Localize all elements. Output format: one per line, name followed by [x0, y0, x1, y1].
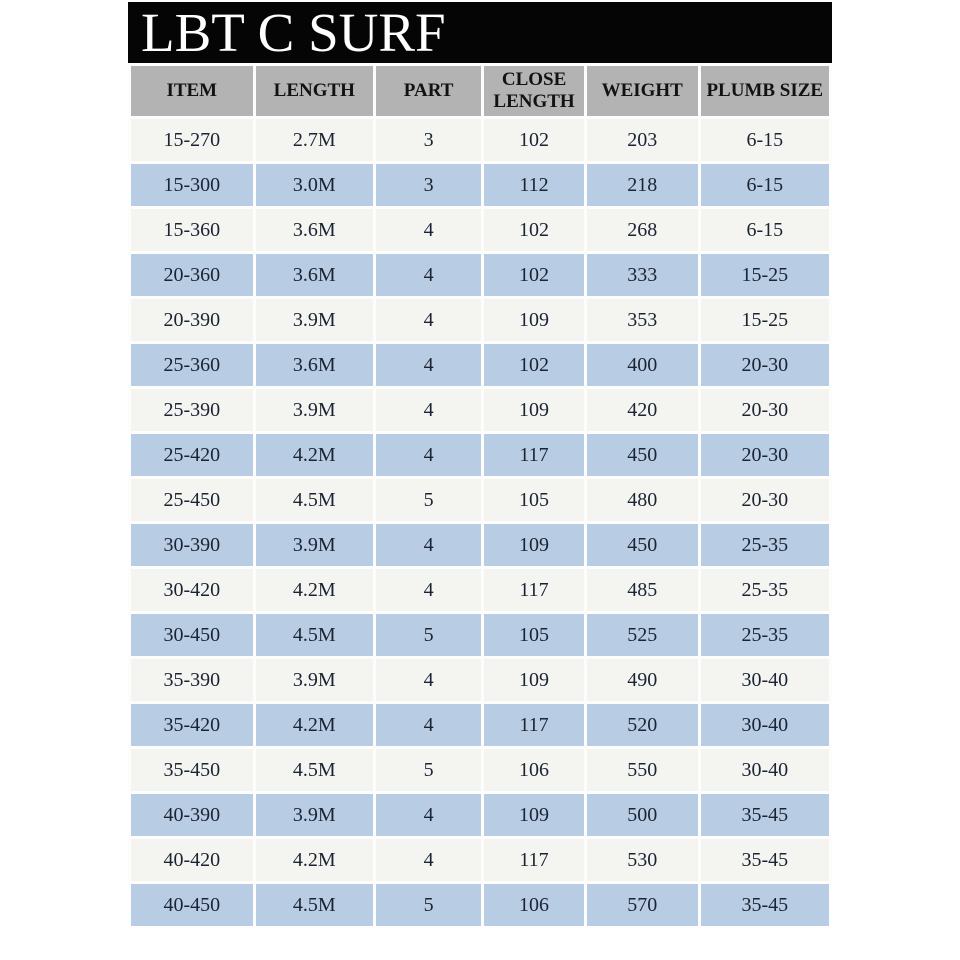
table-cell: 35-390: [131, 659, 253, 701]
table-cell: 15-360: [131, 209, 253, 251]
table-cell: 102: [484, 119, 584, 161]
table-cell: 4: [376, 794, 481, 836]
table-cell: 218: [587, 164, 698, 206]
table-cell: 5: [376, 614, 481, 656]
table-cell: 6-15: [701, 164, 829, 206]
table-cell: 102: [484, 254, 584, 296]
table-cell: 30-40: [701, 704, 829, 746]
table-cell: 15-25: [701, 254, 829, 296]
spec-table: [128, 63, 832, 929]
table-cell: 25-35: [701, 569, 829, 611]
table-cell: 20-30: [701, 344, 829, 386]
table-cell: 3.9M: [256, 524, 373, 566]
table-cell: 109: [484, 389, 584, 431]
table-cell: 3.6M: [256, 254, 373, 296]
table-row: [131, 479, 829, 521]
table-cell: 112: [484, 164, 584, 206]
table-cell: 117: [484, 704, 584, 746]
table-cell: 420: [587, 389, 698, 431]
column-header-weight: WEIGHT: [587, 66, 698, 116]
table-cell: 109: [484, 794, 584, 836]
table-cell: 490: [587, 659, 698, 701]
table-row: [131, 209, 829, 251]
table-cell: 4.2M: [256, 434, 373, 476]
table-cell: 4: [376, 389, 481, 431]
column-header-length: LENGTH: [256, 66, 373, 116]
table-cell: 15-25: [701, 299, 829, 341]
table-cell: 5: [376, 884, 481, 926]
table-cell: 30-390: [131, 524, 253, 566]
table-cell: 25-360: [131, 344, 253, 386]
table-cell: 4.5M: [256, 884, 373, 926]
table-cell: 25-35: [701, 614, 829, 656]
table-cell: 25-450: [131, 479, 253, 521]
table-cell: 106: [484, 749, 584, 791]
table-cell: 450: [587, 434, 698, 476]
table-cell: 3.9M: [256, 659, 373, 701]
table-cell: 4: [376, 254, 481, 296]
table-cell: 3.6M: [256, 209, 373, 251]
spec-table-container: [128, 2, 832, 929]
table-cell: 106: [484, 884, 584, 926]
table-cell: 3: [376, 164, 481, 206]
table-row: [131, 389, 829, 431]
table-cell: 400: [587, 344, 698, 386]
table-cell: 40-450: [131, 884, 253, 926]
table-cell: 530: [587, 839, 698, 881]
table-row: [131, 344, 829, 386]
table-cell: 35-45: [701, 839, 829, 881]
table-cell: 4.2M: [256, 839, 373, 881]
table-cell: 6-15: [701, 209, 829, 251]
table-cell: 3.6M: [256, 344, 373, 386]
column-header-close-length: CLOSE LENGTH: [484, 66, 584, 116]
table-cell: 20-360: [131, 254, 253, 296]
table-cell: 117: [484, 434, 584, 476]
table-cell: 25-420: [131, 434, 253, 476]
table-cell: 30-40: [701, 659, 829, 701]
table-cell: 4: [376, 434, 481, 476]
table-cell: 4.5M: [256, 614, 373, 656]
table-row: [131, 569, 829, 611]
table-cell: 105: [484, 479, 584, 521]
table-body: [131, 119, 829, 926]
table-row: [131, 794, 829, 836]
table-cell: 25-390: [131, 389, 253, 431]
table-cell: 3.9M: [256, 794, 373, 836]
table-header: [131, 66, 829, 116]
table-row: [131, 299, 829, 341]
table-cell: 485: [587, 569, 698, 611]
table-cell: 3: [376, 119, 481, 161]
table-cell: 40-420: [131, 839, 253, 881]
table-cell: 333: [587, 254, 698, 296]
table-cell: 500: [587, 794, 698, 836]
table-cell: 2.7M: [256, 119, 373, 161]
table-cell: 4.5M: [256, 479, 373, 521]
table-row: [131, 884, 829, 926]
table-cell: 203: [587, 119, 698, 161]
table-cell: 40-390: [131, 794, 253, 836]
column-header-plumb-size: PLUMB SIZE: [701, 66, 829, 116]
table-cell: 109: [484, 299, 584, 341]
column-header-item: ITEM: [131, 66, 253, 116]
table-cell: 109: [484, 659, 584, 701]
table-cell: 35-450: [131, 749, 253, 791]
table-cell: 4: [376, 569, 481, 611]
column-header-part: PART: [376, 66, 481, 116]
table-row: [131, 524, 829, 566]
table-cell: 15-270: [131, 119, 253, 161]
table-cell: 30-40: [701, 749, 829, 791]
table-cell: 3.9M: [256, 299, 373, 341]
table-cell: 109: [484, 524, 584, 566]
table-cell: 25-35: [701, 524, 829, 566]
table-cell: 6-15: [701, 119, 829, 161]
table-cell: 30-420: [131, 569, 253, 611]
table-row: [131, 614, 829, 656]
table-cell: 102: [484, 209, 584, 251]
table-cell: 35-45: [701, 884, 829, 926]
table-row: [131, 659, 829, 701]
table-cell: 4: [376, 839, 481, 881]
table-cell: 20-30: [701, 479, 829, 521]
table-cell: 3.9M: [256, 389, 373, 431]
table-cell: 450: [587, 524, 698, 566]
table-row: [131, 749, 829, 791]
table-cell: 550: [587, 749, 698, 791]
table-cell: 4.2M: [256, 569, 373, 611]
table-cell: 525: [587, 614, 698, 656]
table-cell: 102: [484, 344, 584, 386]
table-row: [131, 704, 829, 746]
table-cell: 35-45: [701, 794, 829, 836]
table-cell: 20-30: [701, 389, 829, 431]
table-cell: 5: [376, 479, 481, 521]
table-cell: 35-420: [131, 704, 253, 746]
table-cell: 353: [587, 299, 698, 341]
table-cell: 480: [587, 479, 698, 521]
table-cell: 5: [376, 749, 481, 791]
table-cell: 117: [484, 839, 584, 881]
table-cell: 4.2M: [256, 704, 373, 746]
table-row: [131, 164, 829, 206]
table-cell: 20-30: [701, 434, 829, 476]
table-cell: 4: [376, 209, 481, 251]
table-cell: 4: [376, 659, 481, 701]
table-row: [131, 434, 829, 476]
table-cell: 4.5M: [256, 749, 373, 791]
table-cell: 117: [484, 569, 584, 611]
table-cell: 4: [376, 299, 481, 341]
table-cell: 520: [587, 704, 698, 746]
table-cell: 105: [484, 614, 584, 656]
table-cell: 30-450: [131, 614, 253, 656]
table-row: [131, 839, 829, 881]
table-cell: 4: [376, 344, 481, 386]
table-row: [131, 119, 829, 161]
table-cell: 15-300: [131, 164, 253, 206]
page-title: LBT C SURF: [128, 2, 832, 63]
table-cell: 570: [587, 884, 698, 926]
table-cell: 4: [376, 524, 481, 566]
table-row: [131, 254, 829, 296]
table-cell: 3.0M: [256, 164, 373, 206]
table-cell: 268: [587, 209, 698, 251]
table-header-row: [131, 66, 829, 116]
table-cell: 4: [376, 704, 481, 746]
table-cell: 20-390: [131, 299, 253, 341]
